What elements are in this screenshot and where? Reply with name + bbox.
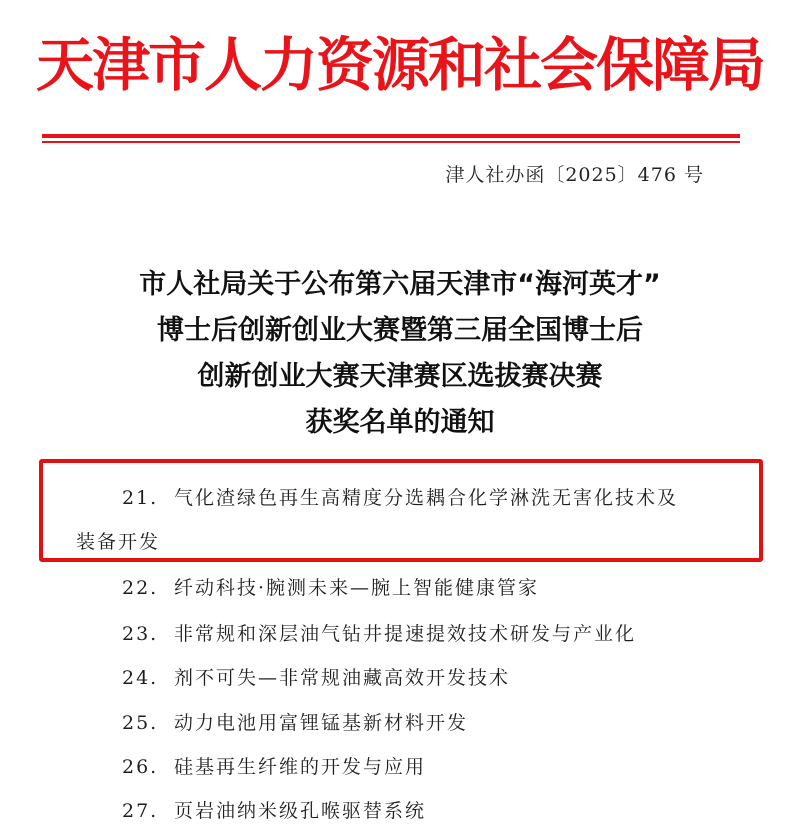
notice-title-line-2: 博士后创新创业大赛暨第三届全国博士后	[157, 315, 643, 346]
award-item-text: 页岩油纳米级孔喉驱替系统	[174, 800, 427, 822]
agency-letterhead-title: 天津市人力资源和社会保障局	[35, 31, 764, 99]
award-item-number: 24.	[122, 667, 159, 689]
document-number: 津人社办函〔2025〕476 号	[445, 164, 704, 186]
award-item-number: 22.	[122, 577, 159, 599]
award-item-26	[122, 752, 426, 779]
award-item-27	[122, 796, 426, 823]
award-item-22	[122, 573, 539, 600]
award-item-21-line-1	[122, 483, 678, 510]
notice-title-line-4: 获奖名单的通知	[305, 407, 495, 438]
letterhead-red-rule-thin	[42, 141, 740, 143]
award-item-text: 非常规和深层油气钻井提速提效技术研发与产业化	[174, 623, 637, 645]
award-item-text: 纤动科技·腕测未来—腕上智能健康管家	[174, 577, 540, 599]
award-item-21-line-2	[76, 527, 160, 554]
award-item-text: 硅基再生纤维的开发与应用	[174, 756, 427, 778]
notice-title-line-3: 创新创业大赛天津赛区选拔赛决赛	[197, 361, 603, 392]
award-item-text-continued: 装备开发	[76, 531, 161, 553]
award-item-text: 动力电池用富锂锰基新材料开发	[174, 712, 469, 734]
award-item-number: 21.	[122, 487, 159, 509]
notice-title	[0, 262, 800, 446]
award-item-text: 气化渣绿色再生高精度分选耦合化学淋洗无害化技术及	[174, 487, 679, 509]
letterhead-red-rule-thick	[42, 134, 740, 138]
notice-title-line-1: 市人社局关于公布第六届天津市“海河英才”	[139, 269, 661, 300]
award-item-number: 27.	[122, 800, 159, 822]
award-item-23	[122, 619, 636, 646]
award-item-number: 26.	[122, 756, 159, 778]
award-item-number: 25.	[122, 712, 159, 734]
award-item-text: 剂不可失—非常规油藏高效开发技术	[174, 667, 511, 689]
award-item-24	[122, 663, 510, 690]
award-item-number: 23.	[122, 623, 159, 645]
award-item-25	[122, 708, 468, 735]
